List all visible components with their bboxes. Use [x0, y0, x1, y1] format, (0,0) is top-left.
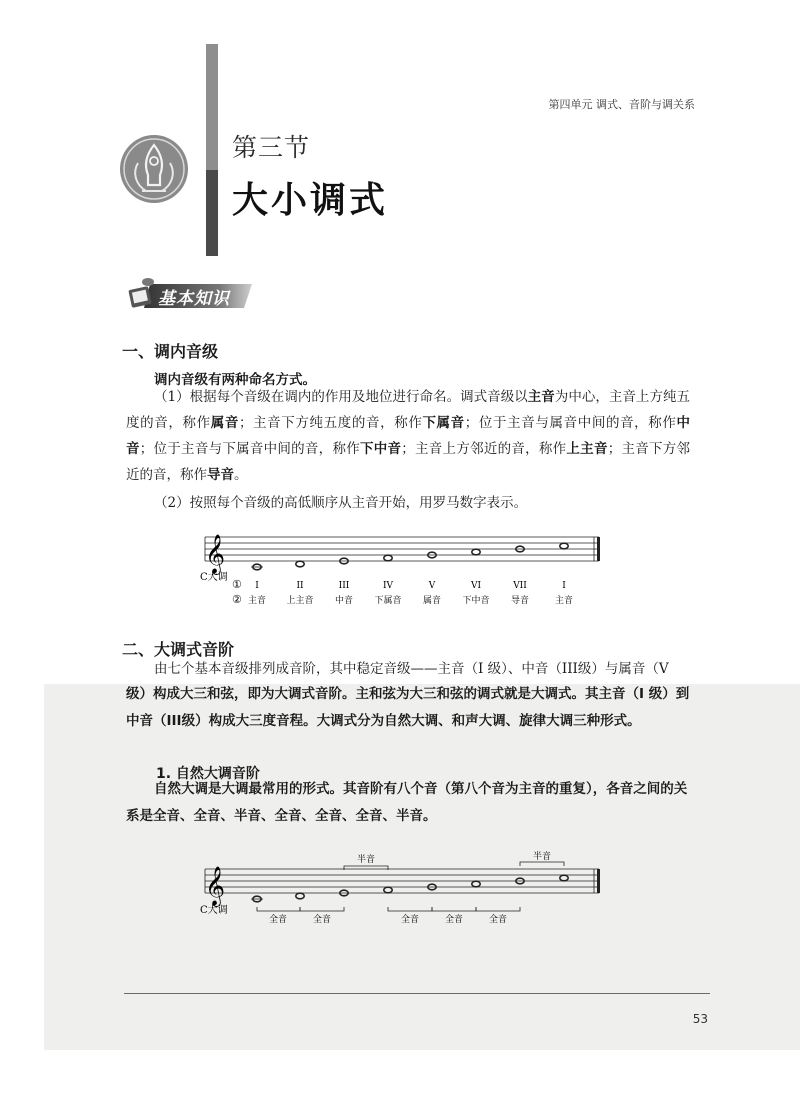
text-run: ；位于主音与下属音中间的音，称作: [139, 441, 360, 457]
row2-marker: ②: [232, 593, 242, 606]
section-title: 大小调式: [232, 180, 389, 221]
staff2-notes: [251, 875, 568, 902]
term-bold: 主音: [527, 389, 555, 405]
degree-name: 下中音: [462, 596, 490, 606]
numeral: VII: [513, 581, 527, 591]
half-step-label: 半音: [532, 852, 552, 862]
text-run: ；主音下方邻近的音，称作: [126, 441, 691, 483]
part1-paragraph-2: （2）按照每个音级的高低顺序从主音开始，用罗马数字表示。: [154, 495, 528, 511]
whole-step-label: 全音: [488, 915, 508, 925]
term-bold: 下中音: [359, 441, 402, 457]
staff2-key-label: C大调: [200, 905, 228, 916]
text-run: ；主音上方邻近的音，称作: [401, 441, 567, 457]
whole-step-label: 全音: [400, 915, 420, 925]
term-bold: 导音: [207, 467, 234, 483]
note: [384, 555, 392, 561]
page-number: 53: [692, 1012, 708, 1026]
term-bold: 上主音: [566, 441, 608, 457]
numeral: I: [562, 581, 566, 591]
text-run: ；主音下方纯五度的音，称作: [238, 415, 423, 431]
staff1-key-label: C大调: [200, 572, 228, 583]
numeral: VI: [470, 581, 482, 591]
note: [296, 561, 304, 567]
note: [472, 549, 480, 555]
text-run: （1）根据每个音级在调内的作用及地位进行命名。调式音级以: [154, 389, 528, 405]
degree-name: 中音: [334, 596, 354, 606]
staff-natural-major: [195, 850, 610, 930]
degree-name: 属音: [422, 596, 442, 606]
note: [472, 881, 480, 887]
degree-name: 导音: [510, 596, 530, 606]
part2-paragraph-1: 由七个基本音级排列成音阶，其中稳定音级——主音（I 级）、中音（III级）与属音（V: [154, 661, 669, 677]
numeral: III: [338, 581, 350, 591]
note: [384, 887, 392, 893]
part2-heading: 二、大调式音阶: [122, 640, 235, 659]
treble-clef-icon: 𝄞: [205, 534, 226, 574]
section-emblem-icon: [118, 133, 190, 205]
degree-name: 上主音: [286, 596, 314, 606]
numeral: V: [428, 581, 436, 591]
text-run: 。: [234, 467, 248, 483]
note: [560, 875, 568, 881]
section-label: 第三节: [232, 133, 311, 162]
section-bar-dark: [206, 170, 218, 256]
staff-scale-degrees: [195, 528, 610, 608]
part1-paragraph-1: [126, 384, 690, 488]
numeral: IV: [382, 581, 394, 591]
half-step-label: 半音: [356, 855, 376, 865]
whole-step-label: 全音: [444, 915, 464, 925]
note: [560, 543, 568, 549]
note: [296, 893, 304, 899]
part1-heading: 一、调内音级: [122, 342, 219, 361]
natural-major-heading: 1. 自然大调音阶: [156, 766, 260, 782]
running-head: 第四单元 调式、音阶与调关系: [548, 98, 695, 111]
whole-step-label: 全音: [312, 915, 332, 925]
section-bar-light: [206, 44, 218, 170]
numeral: II: [296, 581, 304, 591]
row1-marker: ①: [232, 578, 242, 591]
text-run: 为中心，主音上方纯五度的音，称作: [126, 389, 691, 431]
term-bold: 属音: [210, 415, 239, 431]
degree-name: 主音: [554, 596, 574, 606]
part1-lead: 调内音级有两种命名方式。: [154, 372, 316, 388]
part2-paragraph-1-bold: 级）构成大三和弦，即为大调式音阶。主和弦为大三和弦的调式就是大调式。其主音（I 级）到中音（III级）构成大三度音程。大调式分为自然大调、和声大调、旋律大调三种形式。: [126, 686, 690, 729]
degree-name: 主音: [247, 596, 267, 606]
natural-major-paragraph: 自然大调是大调最常用的形式。其音阶有八个音（第八个音为主音的重复），各音之间的关系是全音、全音、半音、全音、全音、全音、半音。: [126, 781, 688, 824]
badge-label: 基本知识: [158, 289, 230, 309]
term-bold: 中音: [126, 415, 691, 457]
footer-rule: [124, 993, 710, 994]
text-run: ；位于主音与属音中间的音，称作: [464, 415, 677, 431]
degree-name: 下属音: [374, 596, 402, 606]
staff1-notes: [251, 543, 568, 570]
whole-step-label: 全音: [268, 915, 288, 925]
treble-clef-icon: 𝄞: [205, 866, 226, 906]
numeral: I: [255, 581, 259, 591]
term-bold: 下属音: [422, 415, 465, 431]
